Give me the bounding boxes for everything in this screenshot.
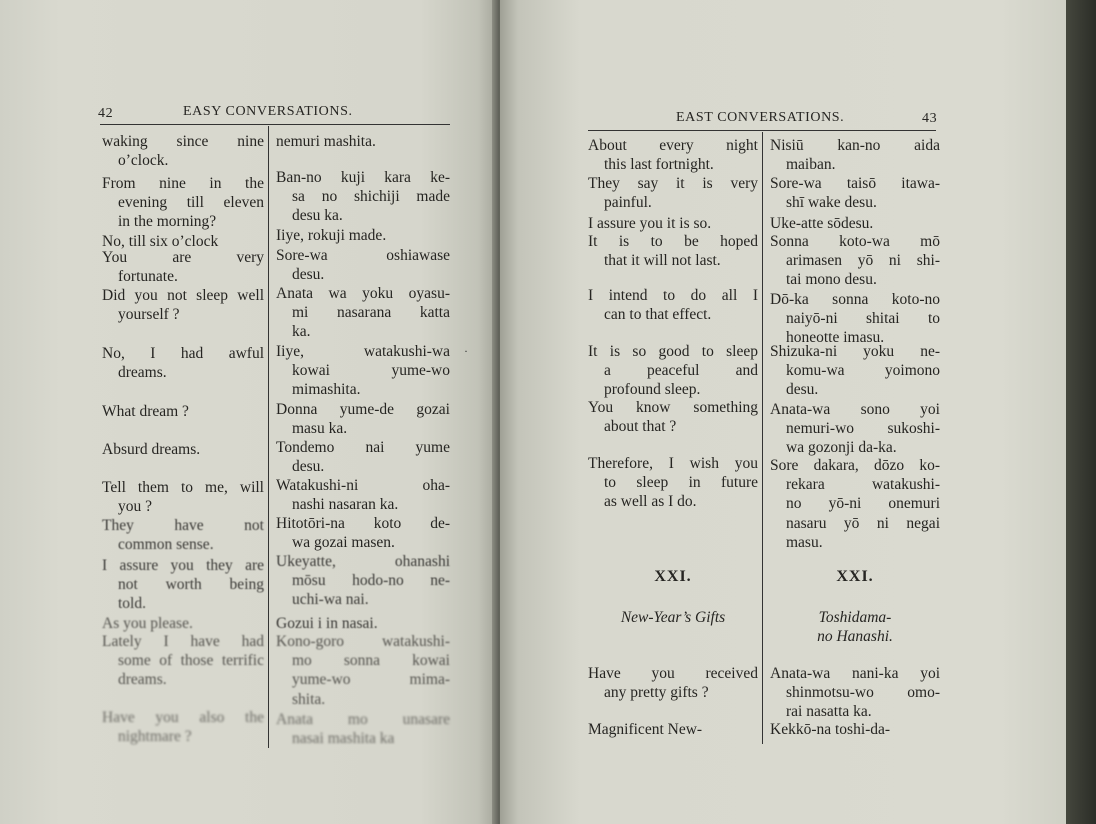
- phrase-line: shita.: [292, 690, 326, 708]
- japanese-column: [770, 136, 940, 746]
- phrase-line: as well as I do.: [604, 493, 697, 511]
- phrase-line: mi nasarana katta: [292, 304, 450, 322]
- phrase-line: maiban.: [786, 156, 836, 174]
- english-phrase: [588, 454, 758, 512]
- english-phrase: [102, 344, 264, 382]
- phrase-line: dreams.: [118, 671, 167, 689]
- phrase-line: a peaceful and: [604, 362, 758, 380]
- phrase-line: mimashita.: [292, 381, 361, 399]
- phrase-line: Kekkō-na toshi-da-: [770, 721, 891, 738]
- phrase-line: desu ka.: [292, 207, 343, 225]
- english-phrase: [102, 632, 264, 690]
- phrase-line: common sense.: [118, 536, 214, 554]
- english-phrase: [588, 720, 758, 739]
- japanese-column: [276, 132, 450, 752]
- japanese-phrase: [276, 710, 450, 748]
- phrase-line: About every night: [588, 137, 758, 154]
- japanese-phrase: [276, 132, 450, 151]
- japanese-phrase: [770, 290, 940, 348]
- japanese-phrase: [770, 400, 940, 458]
- japanese-phrase: [276, 632, 450, 709]
- section-title-english: New-Year’s Gifts: [620, 609, 726, 626]
- japanese-phrase: [770, 214, 940, 233]
- phrase-line: can to that effect.: [604, 306, 712, 324]
- phrase-line: nemuri-wo sukoshi-: [786, 420, 940, 438]
- phrase-line: No, I had awful: [102, 345, 264, 362]
- english-phrase: [588, 174, 758, 212]
- english-phrase: [588, 342, 758, 400]
- running-head: EAST CONVERSATIONS.: [676, 110, 845, 125]
- japanese-phrase: [276, 614, 450, 633]
- header-rule: [588, 130, 936, 131]
- english-phrase: [588, 232, 758, 270]
- running-head: EASY CONVERSATIONS.: [183, 104, 353, 119]
- phrase-line: painful.: [604, 194, 652, 212]
- phrase-line: tai mono desu.: [786, 271, 877, 289]
- right-page: [500, 0, 1066, 824]
- phrase-line: Lately I have had: [102, 633, 264, 650]
- japanese-phrase: [770, 664, 940, 722]
- phrase-line: Gozui i in nasai.: [276, 615, 378, 632]
- japanese-phrase: [276, 168, 450, 226]
- phrase-line: nasai mashita ka: [292, 730, 395, 748]
- phrase-line: rai nasatta ka.: [786, 703, 872, 721]
- phrase-line: Kono-goro watakushi-: [276, 633, 450, 650]
- phrase-line: nasaru yō ni negai: [786, 514, 940, 532]
- phrase-line: As you please.: [102, 615, 193, 632]
- phrase-line: mo sonna kowai: [292, 652, 450, 670]
- phrase-line: dreams.: [118, 364, 167, 382]
- japanese-phrase: [276, 476, 450, 514]
- page-number: 43: [922, 111, 938, 126]
- page-number: 42: [98, 106, 114, 121]
- section-title-japanese-line: Toshidama-: [818, 609, 892, 626]
- english-phrase: [588, 664, 758, 702]
- english-phrase: [102, 402, 264, 421]
- japanese-phrase: [770, 232, 940, 290]
- phrase-line: I assure you it is so.: [588, 215, 712, 232]
- column-divider: [268, 126, 269, 748]
- phrase-line: nashi nasaran ka.: [292, 496, 399, 514]
- phrase-line: I intend to do all I: [588, 287, 758, 304]
- english-phrase: [588, 398, 758, 436]
- phrase-line: Anata-wa sono yoi: [770, 401, 940, 418]
- phrase-line: Ban-no kuji kara ke-: [276, 169, 450, 186]
- english-phrase: [588, 214, 758, 233]
- phrase-line: Therefore, I wish you: [588, 455, 758, 472]
- phrase-line: kowai yume-wo: [292, 362, 450, 380]
- header-rule: [100, 124, 450, 125]
- english-phrase: [102, 286, 264, 324]
- section-number-japanese: XXI.: [836, 568, 874, 585]
- phrase-line: about that ?: [604, 418, 677, 436]
- phrase-line: yume-wo mima-: [292, 671, 450, 689]
- phrase-line: Sore-wa oshiawase: [276, 247, 450, 264]
- phrase-line: Hitotōri-na koto de-: [276, 515, 450, 532]
- english-phrase: [588, 136, 758, 174]
- phrase-line: Anata wa yoku oyasu-: [276, 285, 450, 302]
- phrase-line: They say it is very: [588, 175, 758, 192]
- phrase-line: It is to be hoped: [588, 233, 758, 250]
- phrase-line: You know something: [588, 399, 758, 416]
- phrase-line: Ukeyatte, ohanashi: [276, 553, 450, 570]
- phrase-line: sa no shichiji made: [292, 188, 450, 206]
- phrase-line: mōsu hodo-no ne-: [292, 572, 450, 590]
- phrase-line: I assure you they are: [102, 557, 264, 574]
- english-column: [102, 132, 264, 752]
- japanese-phrase: [276, 246, 450, 284]
- phrase-line: uchi-wa nai.: [292, 591, 369, 609]
- phrase-line: this last fortnight.: [604, 156, 714, 174]
- phrase-line: Iiye, rokuji made.: [276, 227, 387, 244]
- phrase-line: It is so good to sleep: [588, 343, 758, 360]
- phrase-line: Have you also the: [102, 709, 264, 726]
- section-number-english: XXI.: [654, 568, 692, 585]
- japanese-phrase: [770, 136, 940, 174]
- phrase-line: told.: [118, 595, 146, 613]
- phrase-line: Iiye, watakushi-wa: [276, 343, 450, 360]
- english-phrase: [102, 516, 264, 554]
- phrase-line: evening till eleven: [118, 194, 264, 212]
- phrase-line: Have you received: [588, 665, 758, 682]
- phrase-line: desu.: [292, 458, 325, 476]
- phrase-line: Donna yume-de gozai: [276, 401, 450, 418]
- phrase-line: desu.: [292, 266, 325, 284]
- phrase-line: masu ka.: [292, 420, 348, 438]
- phrase-line: in the morning?: [118, 213, 217, 231]
- phrase-line: Dō-ka sonna koto-no: [770, 291, 940, 308]
- left-page: [0, 0, 496, 824]
- phrase-line: masu.: [786, 533, 823, 551]
- japanese-phrase: [276, 400, 450, 438]
- phrase-line: nemuri mashita.: [276, 133, 376, 150]
- phrase-line: shī wake desu.: [786, 194, 877, 212]
- english-phrase: [102, 708, 264, 746]
- english-phrase: [102, 440, 264, 459]
- phrase-line: arimasen yō ni shi-: [786, 252, 940, 270]
- phrase-line: Absurd dreams.: [102, 441, 201, 458]
- section-title-japanese-line: no Hanashi.: [817, 628, 893, 646]
- phrase-line: Did you not sleep well: [102, 287, 264, 304]
- phrase-line: to sleep in future: [604, 474, 758, 492]
- phrase-line: Anata-wa nani-ka yoi: [770, 665, 940, 682]
- japanese-phrase: [276, 438, 450, 476]
- phrase-line: Shizuka-ni yoku ne-: [770, 343, 940, 360]
- japanese-phrase: [276, 552, 450, 610]
- phrase-line: not worth being: [118, 576, 264, 594]
- phrase-line: Anata mo unasare: [276, 711, 450, 728]
- column-divider: [762, 132, 763, 744]
- phrase-line: any pretty gifts ?: [604, 684, 709, 702]
- japanese-phrase: [276, 514, 450, 552]
- japanese-phrase: [276, 342, 450, 400]
- english-phrase: [102, 478, 264, 516]
- phrase-line: wa gozai masen.: [292, 534, 395, 552]
- phrase-line: From nine in the: [102, 175, 264, 192]
- phrase-line: They have not: [102, 517, 264, 534]
- phrase-line: nightmare ?: [118, 728, 192, 746]
- phrase-line: Magnificent New-: [588, 721, 703, 738]
- phrase-line: wa gozonji da-ka.: [786, 439, 897, 457]
- english-phrase: [588, 286, 758, 324]
- phrase-line: no yō-ni onemuri: [786, 495, 940, 513]
- phrase-line: some of those terrific: [118, 652, 264, 670]
- phrase-line: rekara watakushi-: [786, 476, 940, 494]
- section-title-japanese: [770, 608, 940, 646]
- phrase-line: Uke-atte sōdesu.: [770, 215, 874, 232]
- phrase-line: shinmotsu-wo omo-: [786, 684, 940, 702]
- phrase-line: Sonna koto-wa mō: [770, 233, 940, 250]
- phrase-line: that it will not last.: [604, 252, 721, 270]
- japanese-phrase: [770, 342, 940, 400]
- phrase-line: What dream ?: [102, 403, 189, 420]
- phrase-line: Watakushi-ni oha-: [276, 477, 450, 494]
- english-column: [588, 136, 758, 746]
- phrase-line: No, till six o’clock: [102, 233, 219, 250]
- english-phrase: [102, 174, 264, 232]
- english-phrase: [102, 248, 264, 286]
- phrase-line: ka.: [292, 323, 311, 341]
- japanese-phrase: [770, 456, 940, 552]
- english-phrase: [102, 556, 264, 614]
- phrase-line: Sore-wa taisō itawa-: [770, 175, 940, 192]
- phrase-line: naiyō-ni shitai to: [786, 310, 940, 328]
- phrase-line: honeotte imasu.: [786, 329, 885, 347]
- phrase-line: profound sleep.: [604, 381, 701, 399]
- phrase-line: Sore dakara, dōzo ko-: [770, 457, 940, 474]
- japanese-phrase: [770, 174, 940, 212]
- phrase-line: fortunate.: [118, 268, 178, 286]
- phrase-line: Tondemo nai yume: [276, 439, 450, 456]
- phrase-line: yourself ?: [118, 306, 180, 324]
- phrase-line: Tell them to me, will: [102, 479, 264, 496]
- phrase-line: o’clock.: [118, 152, 169, 170]
- english-phrase: [102, 132, 264, 170]
- japanese-phrase: [276, 284, 450, 342]
- phrase-line: you ?: [118, 498, 153, 516]
- japanese-phrase: [276, 226, 450, 245]
- phrase-line: desu.: [786, 381, 819, 399]
- phrase-line: You are very: [102, 249, 264, 266]
- english-phrase: [102, 614, 264, 633]
- page-speck: ·: [464, 344, 468, 358]
- phrase-line: Nisiū kan-no aida: [770, 137, 940, 154]
- japanese-phrase: [770, 720, 940, 739]
- phrase-line: waking since nine: [102, 133, 264, 150]
- phrase-line: komu-wa yoimono: [786, 362, 940, 380]
